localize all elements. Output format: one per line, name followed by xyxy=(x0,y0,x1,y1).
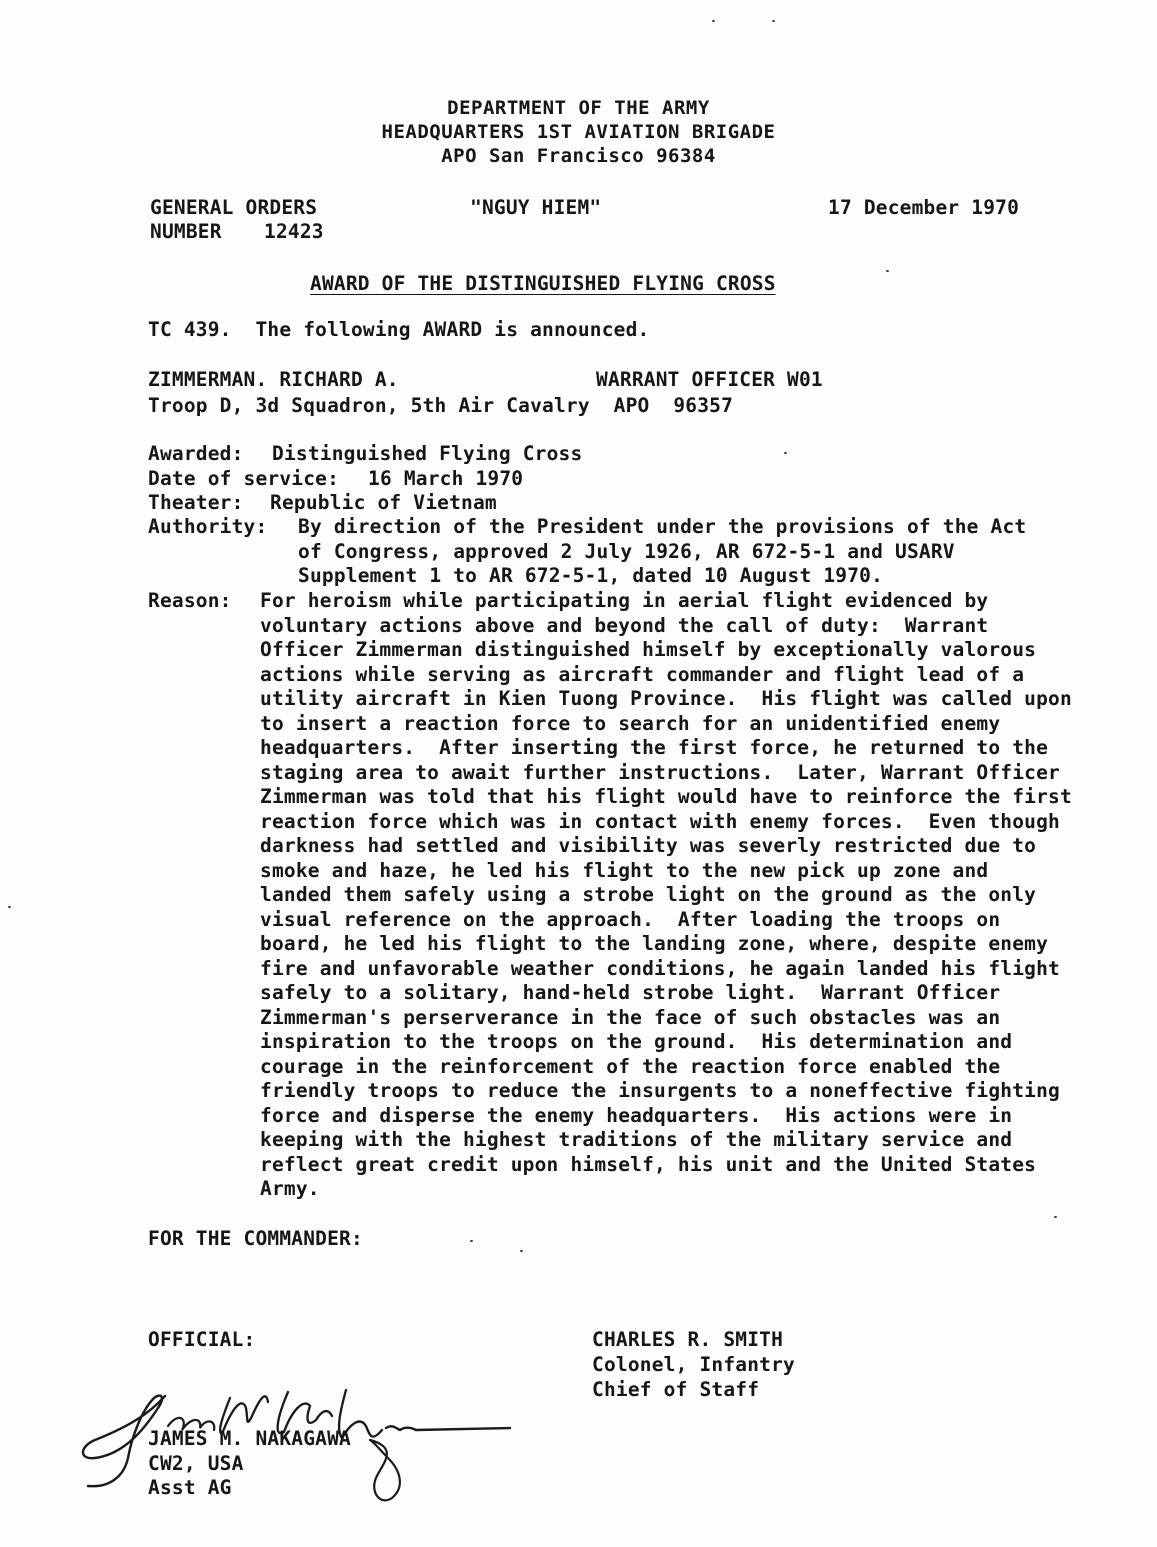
official-label: OFFICIAL: xyxy=(148,1328,256,1351)
recipient-unit: Troop D, 3d Squadron, 5th Air Cavalry APO 96357 xyxy=(148,394,734,417)
reason-line: visual reference on the approach. After loading the troops on xyxy=(260,907,1001,931)
scan-speck xyxy=(1054,1216,1057,1218)
reason-text xyxy=(260,589,1100,1202)
reason-line: landed them safely using a strobe light on the ground as the only xyxy=(260,883,1037,906)
awarded-value: Distinguished Flying Cross xyxy=(272,442,583,465)
reason-line: to insert a reaction force to search for an unidentified enemy xyxy=(260,711,1001,735)
letterhead-apo: APO San Francisco 96384 xyxy=(441,145,716,167)
awarded-label: Awarded: xyxy=(148,442,244,465)
reason-line: board, he led his flight to the landing zone, where, despite enemy xyxy=(260,932,1049,955)
reason-line: keeping with the highest traditions of the military service and xyxy=(260,1128,1013,1151)
award-title: AWARD OF THE DISTINGUISHED FLYING CROSS xyxy=(310,272,776,295)
chief-of-staff-title: Chief of Staff xyxy=(592,1378,760,1401)
reason-line: reflect great credit upon himself, his unit and the United States xyxy=(260,1152,1037,1176)
letterhead-headquarters: HEADQUARTERS 1ST AVIATION BRIGADE xyxy=(381,121,776,143)
order-date: 17 December 1970 xyxy=(828,196,1020,219)
reason-line: inspiration to the troops on the ground. His determination and xyxy=(260,1030,1013,1053)
authority-line: Supplement 1 to AR 672-5-1, dated 10 August 1970. xyxy=(298,564,884,587)
reason-line: Zimmerman's perserverance in the face of such obstacles was an xyxy=(260,1005,1001,1029)
order-number: 12423 xyxy=(264,220,324,243)
theater-label: Theater: xyxy=(148,491,244,514)
scan-speck xyxy=(8,906,11,908)
order-motto: "NGUY HIEM" xyxy=(470,196,602,219)
scan-speck xyxy=(772,20,775,22)
scan-speck xyxy=(712,20,715,22)
reason-line: safely to a solitary, hand-held strobe light. Warrant Officer xyxy=(260,981,1001,1004)
reason-line: voluntary actions above and beyond the call of duty: Warrant xyxy=(260,613,989,637)
reason-line: courage in the reinforcement of the reaction force enabled the xyxy=(260,1054,1001,1078)
reason-line: headquarters. After inserting the first force, he returned to the xyxy=(260,736,1049,759)
authority-line: of Congress, approved 2 July 1926, AR 672-5-1 and USARV xyxy=(298,539,955,563)
reason-line: staging area to await further instructions. Later, Warrant Officer xyxy=(260,760,1060,784)
reason-line: Zimmerman was told that his flight would have to reinforce the first xyxy=(260,785,1072,808)
scan-speck xyxy=(886,270,889,272)
reason-line: utility aircraft in Kien Tuong Province. His flight was called upon xyxy=(260,687,1072,710)
recipient-rank: WARRANT OFFICER W01 xyxy=(596,368,823,391)
reason-line: smoke and haze, he led his flight to the new pick up zone and xyxy=(260,858,989,882)
scan-speck xyxy=(520,1250,523,1252)
official-name: JAMES M. NAKAGAWA xyxy=(148,1427,351,1450)
reason-line: reaction force which was in contact with enemy forces. Even though xyxy=(260,809,1060,833)
recipient-name: ZIMMERMAN. RICHARD A. xyxy=(148,368,399,391)
for-the-commander: FOR THE COMMANDER: xyxy=(148,1227,363,1250)
theater-value: Republic of Vietnam xyxy=(270,491,497,514)
reason-line: actions while serving as aircraft commander and flight lead of a xyxy=(260,662,1025,686)
authority-line: By direction of the President under the provisions of the Act xyxy=(298,515,1027,538)
reason-line: friendly troops to reduce the insurgents to a noneffective fighting xyxy=(260,1079,1060,1102)
date-of-service-value: 16 March 1970 xyxy=(368,467,524,490)
reason-line: force and disperse the enemy headquarters. His actions were in xyxy=(260,1103,1013,1127)
official-rank: CW2, USA xyxy=(148,1452,244,1475)
general-orders-label: GENERAL ORDERS xyxy=(150,196,318,219)
reason-line: darkness had settled and visibility was severly restricted due to xyxy=(260,834,1037,857)
reason-line: fire and unfavorable weather conditions, he again landed his flight xyxy=(260,956,1060,980)
authority-text xyxy=(298,515,1026,589)
date-of-service-label: Date of service: xyxy=(148,467,340,490)
chief-of-staff-rank: Colonel, Infantry xyxy=(592,1353,795,1376)
reason-line: Army. xyxy=(260,1177,320,1200)
reason-line: Officer Zimmerman distinguished himself by exceptionally valorous xyxy=(260,638,1037,661)
announcement: TC 439. The following AWARD is announced. xyxy=(148,318,650,341)
reason-line: For heroism while participating in aerial flight evidenced by xyxy=(260,589,989,612)
scan-speck xyxy=(470,1240,473,1242)
chief-of-staff-name: CHARLES R. SMITH xyxy=(592,1328,784,1351)
scan-speck xyxy=(784,452,787,454)
official-title: Asst AG xyxy=(148,1476,232,1499)
authority-label: Authority: xyxy=(148,515,268,538)
number-label: NUMBER xyxy=(150,220,222,243)
reason-label: Reason: xyxy=(148,589,232,612)
letterhead-department: DEPARTMENT OF THE ARMY xyxy=(447,97,710,119)
